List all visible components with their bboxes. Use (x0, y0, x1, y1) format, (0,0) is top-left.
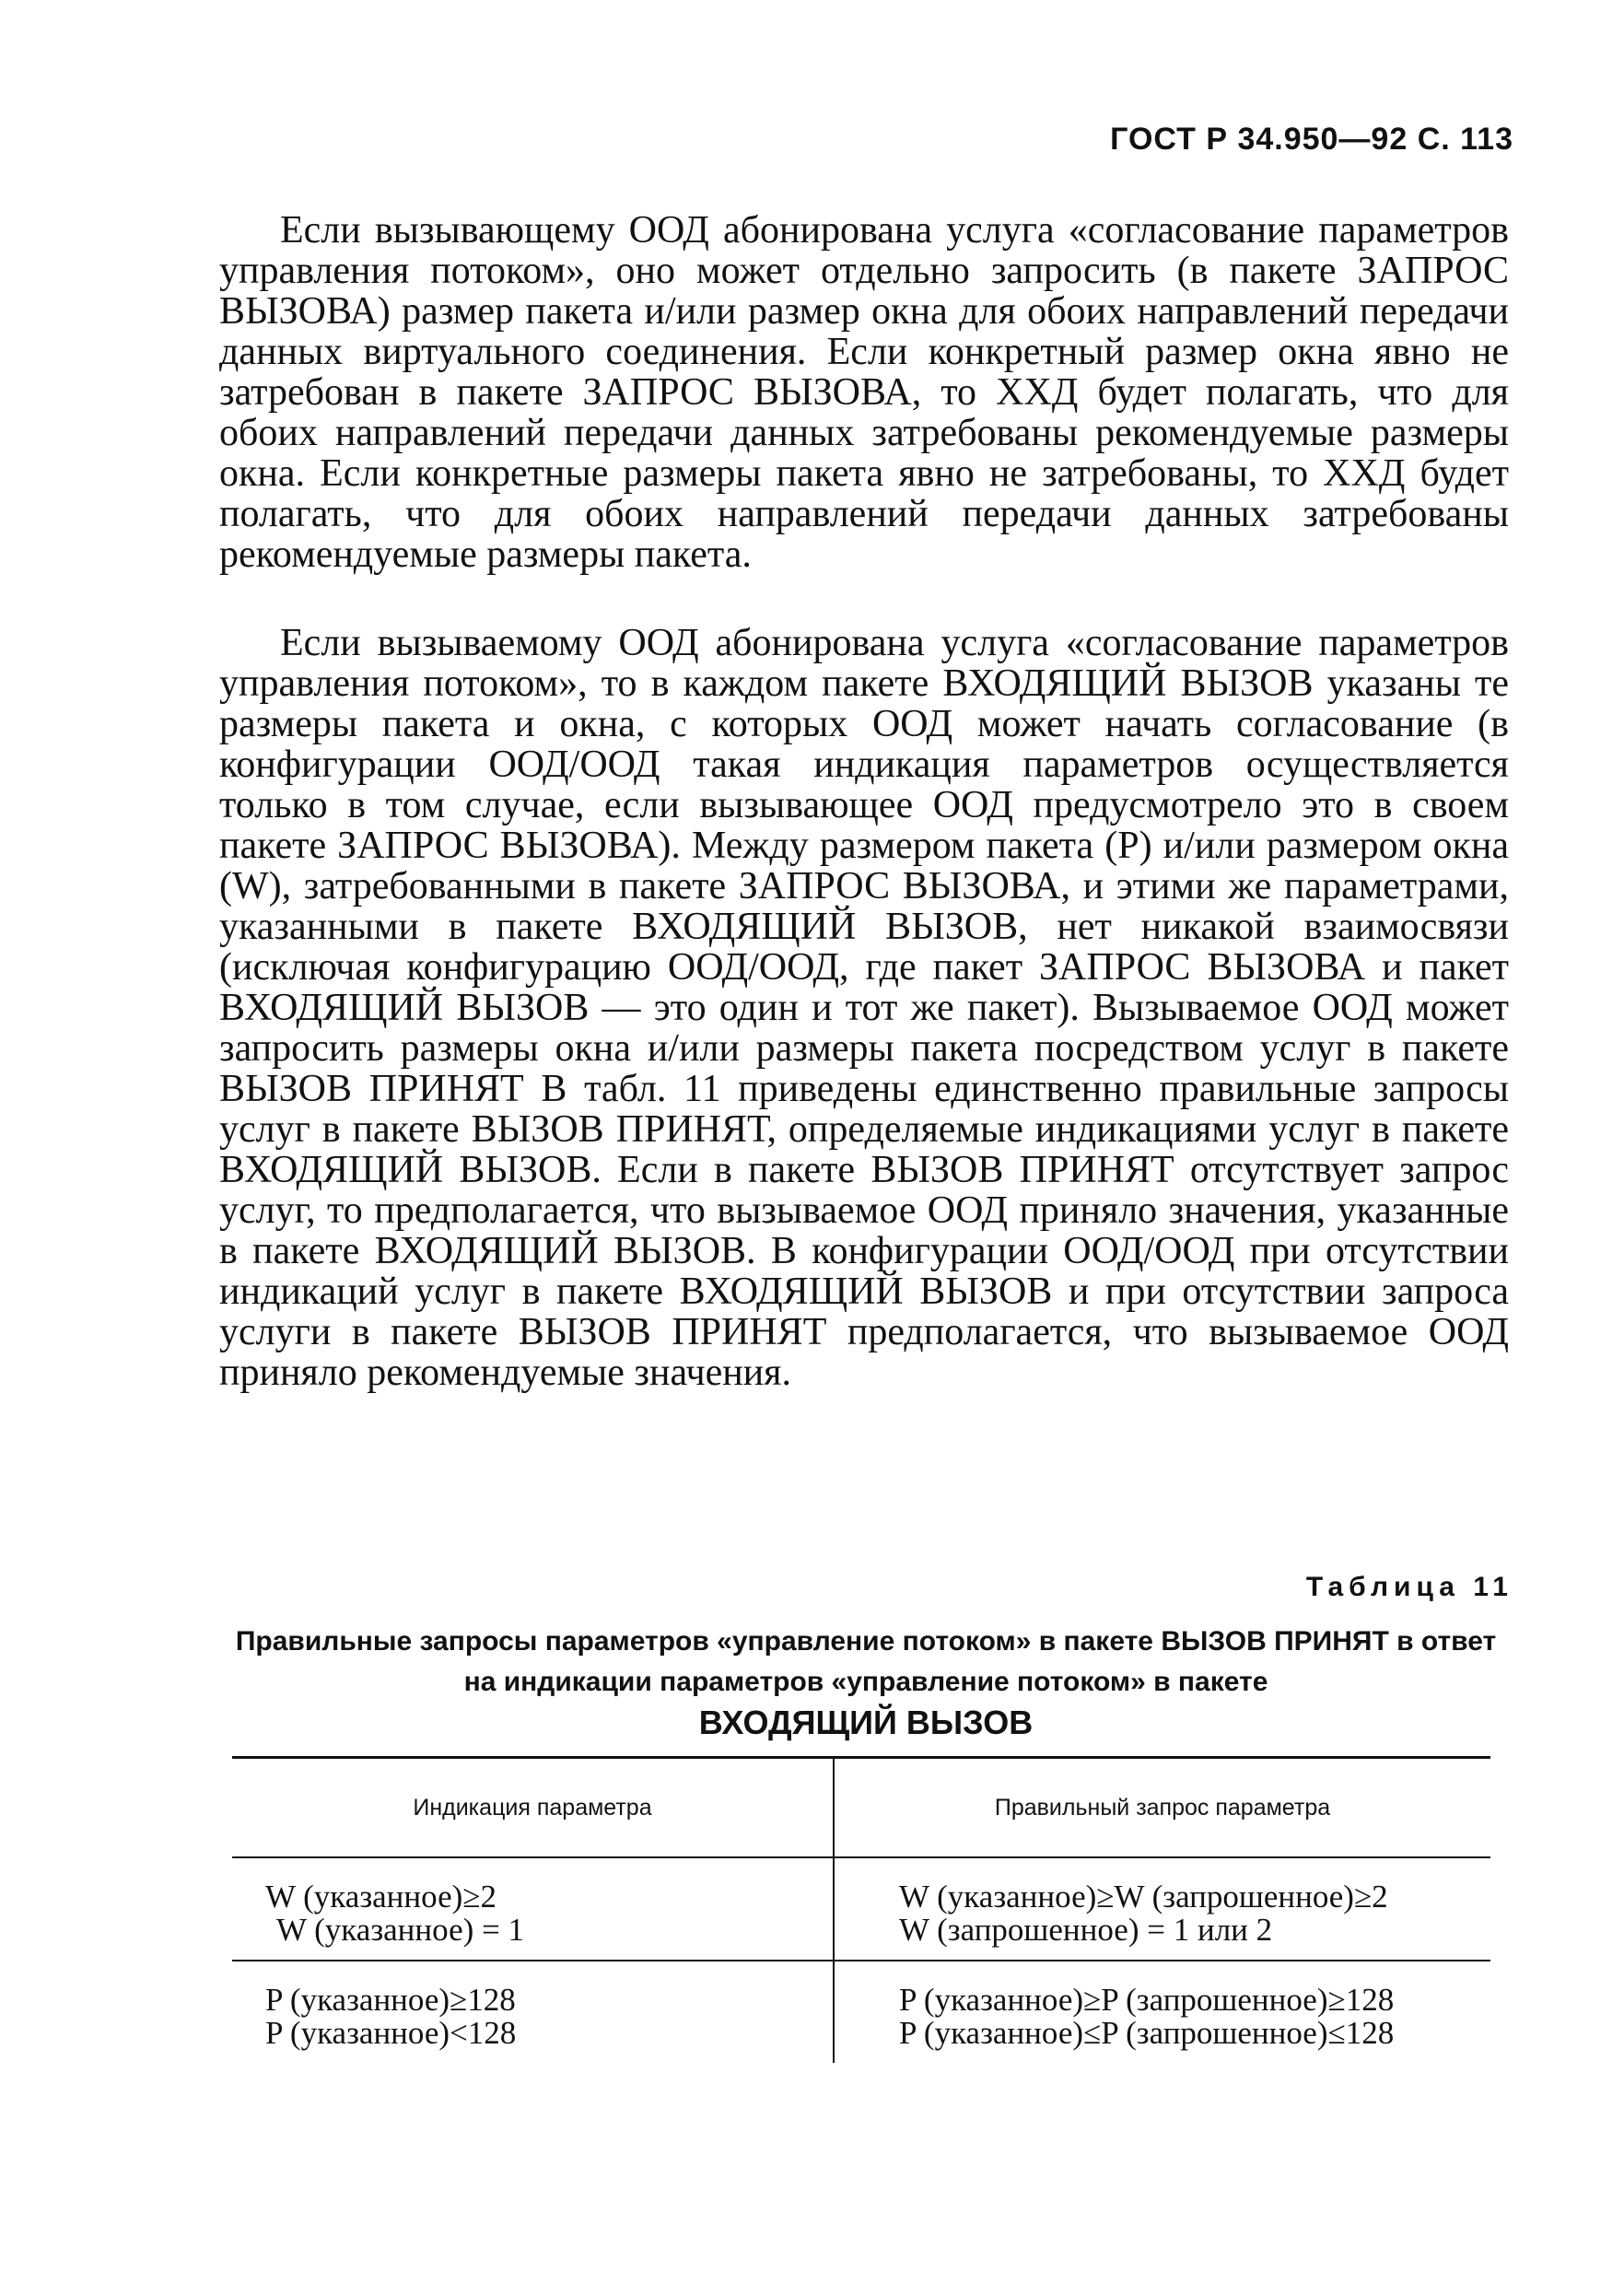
cell-line: W (запрошенное) = 1 или 2 (899, 1912, 1273, 1948)
table-cell-request (834, 1961, 1490, 2063)
table-cell-indication (232, 1961, 834, 2063)
cell-line: W (указанное)≥2 (265, 1879, 497, 1914)
table-title-tail: ВХОДЯЩИЙ ВЫЗОВ (698, 1704, 1034, 1741)
table-cell-indication (232, 1857, 834, 1961)
cell-line: P (указанное)≥128 (265, 1982, 516, 2018)
cell-line: W (указанное) = 1 (276, 1912, 524, 1948)
cell-line: P (указанное)≥P (запрошенное)≥128 (899, 1982, 1395, 2018)
table-cell-request (834, 1857, 1490, 1961)
table-row (232, 1961, 1490, 2063)
page-header: ГОСТ Р 34.950—92 С. 113 (1110, 122, 1513, 157)
cell-line: W (указанное)≥W (запрошенное)≥2 (899, 1879, 1388, 1914)
cell-line: P (указанное)<128 (265, 2015, 517, 2051)
column-header-request: Правильный запрос параметра (834, 1758, 1490, 1858)
table-title (221, 1622, 1511, 1743)
table-header-row (232, 1758, 1490, 1858)
parameters-table (232, 1756, 1490, 2063)
paragraph-called-dte: Если вызываемому ООД абонирована услуга «согласование параметров управления потоком», то в каждом пакете ВХОДЯЩИЙ ВЫЗОВ указаны те размеры пакета и окна, с которых ООД может начать согласование (в конфигурации ООД/ООД такая индикация параметров осуществляется только в том случае, если вызывающее ООД предусмотрело это в своем пакете ЗАПРОС ВЫЗОВА). Между размером пакета (P) и/или размером окна (W), затребованными в пакете ЗАПРОС ВЫЗОВА, и этими же параметрами, указанными в пакете ВХОДЯЩИЙ ВЫЗОВ, нет никакой взаимосвязи (исключая конфигурацию ООД/ООД, где пакет ЗАПРОС ВЫЗОВА и пакет ВХОДЯЩИЙ ВЫЗОВ — это один и тот же пакет). Вызываемое ООД может запросить размеры окна и/или размеры пакета посредством услуг в пакете ВЫЗОВ ПРИНЯТ В табл. 11 приведены единственно правильные запросы услуг в пакете ВЫЗОВ ПРИНЯТ, определяемые индикациями услуг в пакете ВХОДЯЩИЙ ВЫЗОВ. Если в пакете ВЫЗОВ ПРИНЯТ отсутствует запрос услуг, то предполагается, что вызываемое ООД приняло значения, указанные в пакете ВХОДЯЩИЙ ВЫЗОВ. В конфигурации ООД/ООД при отсутствии индикаций услуг в пакете ВХОДЯЩИЙ ВЫЗОВ и при отсутствии запроса услуги в пакете ВЫЗОВ ПРИНЯТ предполагается, что вызываемое ООД приняло рекомендуемые значения. (219, 622, 1509, 1394)
cell-line: P (указанное)≤P (запрошенное)≤128 (899, 2015, 1395, 2051)
table-title-main: Правильные запросы параметров «управление потоком» в пакете ВЫЗОВ ПРИНЯТ в ответ на индикации параметров «управление потоком» в пакете (235, 1626, 1497, 1697)
table-row (232, 1857, 1490, 1961)
column-header-indication: Индикация параметра (232, 1758, 834, 1858)
paragraph-calling-dte: Если вызывающему ООД абонирована услуга «согласование параметров управления потоком», оно может отдельно запросить (в пакете ЗАПРОС ВЫЗОВА) размер пакета и/или размер окна для обоих направлений передачи данных виртуального соединения. Если конкретный размер окна явно не затребован в пакете ЗАПРОС ВЫЗОВА, то ХХД будет полагать, что для обоих направлений передачи данных затребованы рекомендуемые размеры окна. Если конкретные размеры пакета явно не затребованы, то ХХД будет полагать, что для обоих направлений передачи данных затребованы рекомендуемые размеры пакета. (219, 209, 1509, 576)
table-label: Таблица 11 (1305, 1572, 1513, 1602)
